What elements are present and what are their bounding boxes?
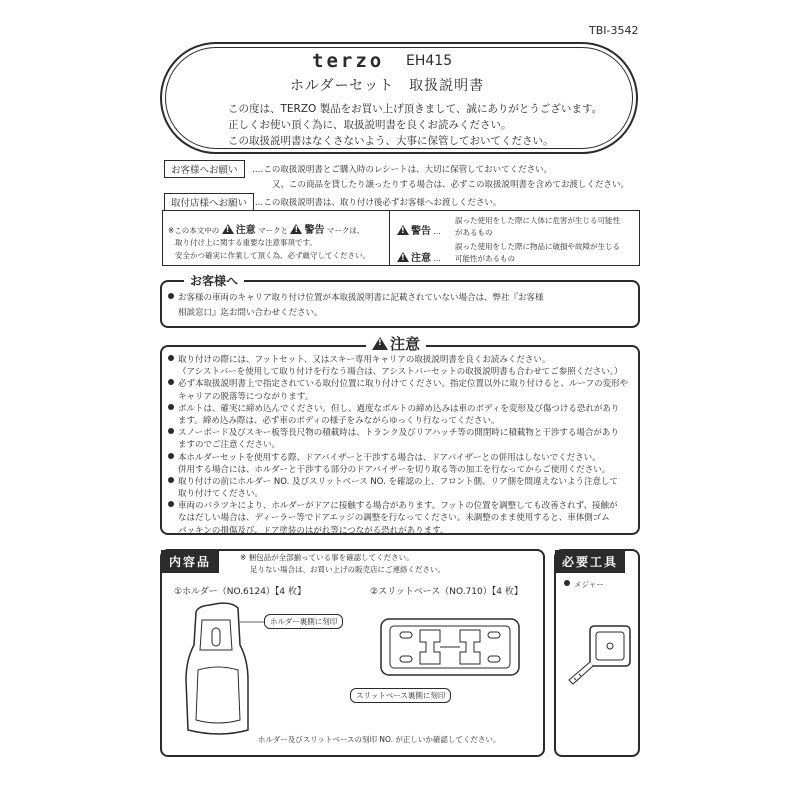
bullet-icon: [168, 477, 174, 483]
store-request-line: ‥‥この取扱説明書は、取り付け後必ずお客様へお渡しください。: [252, 198, 502, 208]
caution-item-text: ます。締め込み際は、必ず車のボディの様子をみながらゆっくり行なってください。: [178, 415, 500, 426]
store-request-tag: 取付店様へお願い: [164, 193, 254, 211]
holder-part-label: ①ホルダー（NO.6124）【4 枚】: [174, 587, 307, 597]
caution-item-line: [168, 378, 634, 390]
contents-footer-note: ホルダー及びスリットベースの刻印 NO. が正しいか確認してください。: [258, 735, 501, 744]
caution-item-line: [168, 403, 634, 415]
caution-legend-label: !注意 …: [397, 246, 441, 265]
legend-divider: [389, 210, 390, 266]
bullet-icon: [168, 501, 174, 507]
legend-left-line-3: 安全かつ確実に作業して頂く為、必ず厳守してください。: [175, 251, 370, 260]
tool-item-text: メジャー: [574, 580, 604, 589]
caution-item-text: 併用する場合には、ホルダーと干渉する部分のドアバイザーを切り取る等の加工を行なってからご使用ください。: [178, 464, 611, 475]
caution-item-line: [168, 488, 634, 500]
intro-line-1: この度は、TERZO 製品をお買い上げ頂きまして、誠にありがとうございます。: [228, 103, 603, 115]
customer-request-line-2: 又、この商品を貸したり譲ったりする場合は、必ずこの取扱説明書を含めてお渡しください。: [272, 180, 630, 190]
caution-big-triangle-icon: [372, 337, 388, 350]
bullet-icon: [168, 293, 174, 299]
legend-suffix: マークは、: [326, 226, 365, 235]
caution-item-text: （アシストバーを使用して取り付けを行なう場合は、アシストバーセットの取扱説明書も合わせてご参照ください。）: [178, 367, 623, 378]
caution-list: [168, 354, 634, 537]
caution-item-line: [168, 366, 634, 378]
caution-item-line: [168, 427, 634, 439]
caution-item-text: スノーボード及びスキー板等長尺物の積載時は、トランク及びリアハッチ等の開閉時に積載物と干渉する場合があり: [178, 428, 619, 439]
contents-note-1: ※ 梱包品が全部揃っている事を確認してください。: [240, 553, 414, 562]
model-number: EH415: [406, 53, 453, 69]
caution-desc-line-2: 可能性があるもの: [455, 254, 515, 263]
caution-desc-line-1: 誤った使用をした際に物品に破損や故障が生じる: [455, 242, 620, 251]
warning-triangle-icon: [397, 225, 409, 235]
caution-item-line: [168, 391, 634, 403]
warning-desc-line-2: があるもの: [455, 228, 493, 237]
warning-label-text: 警告: [411, 226, 431, 237]
caution-item-line: [168, 464, 634, 476]
to-customer-line-1: [168, 291, 544, 303]
caution-item-line: [168, 512, 634, 524]
legend-prefix: ※この本文中の: [168, 226, 220, 235]
caution-triangle-icon: [222, 224, 234, 234]
caution-item-text: 車両のバラツキにより、ホルダーがドアに接触する場合があります。フットの位置を調整しても改善されず、接触が: [178, 501, 618, 512]
to-customer-line-2: 相談窓口』迄お問い合わせください。: [178, 308, 323, 318]
warning-legend-label: !警告 …: [397, 219, 441, 238]
brand-logo: terzo: [312, 50, 385, 72]
holder-callout: ホルダー裏側に刻印: [264, 614, 343, 629]
intro-line-2: 正しくお使い頂く為に、取扱説明書を良くお読みください。: [228, 119, 512, 131]
caution-item-text: ボルトは、確実に締め込んでください。但し、過度なボルトの締め込みは車のボディを変形及び傷つける恐れがあり: [178, 403, 620, 414]
to-customer-title: お客様へ: [184, 272, 244, 289]
contents-label: 内容品: [161, 550, 219, 573]
caution-item-line: [168, 452, 634, 464]
intro-line-3: この取扱説明書はなくさないよう、大事に保管しておいてください。: [228, 135, 554, 147]
caution-label-text: 注意: [411, 253, 431, 264]
legend-left-line-2: 取り付け上に関する重要な注意事項です。: [175, 238, 317, 247]
caution-item-line: [168, 476, 634, 488]
document-title: ホルダーセット 取扱説明書: [290, 78, 485, 94]
caution-item-text: 本ホルダーセットを使用する際、ドアバイザーと干渉する場合は、ドアバイザーとの併用はしないでください。: [178, 452, 601, 463]
caution-item-text: なはだしい場合は、ディーラー等でドアエッジの調整を行なってください。未調整のまま使用すると、車体側ゴム: [178, 513, 610, 524]
caution-item-text: パッキンの損傷及び、ドア塗装のはがれ等につながる恐れがあります。: [178, 525, 449, 536]
caution-item-text: ますのでご注意ください。: [178, 440, 281, 451]
legend-caution-mark: 注意: [235, 225, 256, 236]
caution-item-line: [168, 439, 634, 451]
tool-item: [564, 579, 604, 590]
customer-request-tag: お客様へお願い: [164, 160, 245, 178]
caution-item-line: [168, 354, 634, 366]
tools-label: 必要工具: [555, 550, 625, 573]
warning-triangle-icon: [290, 224, 302, 234]
caution-item-text: 取り付けてください。: [178, 489, 264, 500]
bullet-icon: [564, 580, 570, 586]
warning-desc-line-1: 誤った使用をした際に人体に危害が生じる可能性: [455, 216, 620, 225]
bullet-icon: [168, 404, 174, 410]
caution-item-text: キャリアの脱落等につながります。: [178, 391, 314, 402]
document-code: TBI-3542: [589, 24, 639, 37]
caution-triangle-icon: [397, 252, 409, 262]
caution-item-line: [168, 415, 634, 427]
bullet-icon: [168, 453, 174, 459]
caution-item-text: 必ず本取扱説明書上で指定されている取付位置に取り付けてください。指定位置以外に取り付けると、ルーフの変形や: [178, 379, 629, 390]
bullet-icon: [168, 379, 174, 385]
legend-warning-mark: 警告: [304, 225, 325, 236]
slit-base-part-label: ②スリットベース（NO.710）【4 枚】: [370, 587, 523, 597]
slit-base-illustration: [380, 618, 520, 676]
contents-note-2: 足りない場合は、お買い上げの販売店にご連絡ください。: [250, 565, 445, 574]
caution-title-text: 注意: [390, 335, 421, 353]
slit-base-callout: スリットベース裏側に刻印: [350, 688, 451, 703]
caution-item-text: 取り付けの前にホルダー NO. 及びスリットベース NO. を確認の上、フロント側、リア側を間違えないよう注意して: [178, 476, 619, 487]
legend-connector: マークと: [258, 226, 289, 235]
caution-title: [366, 333, 426, 354]
caution-item-line: [168, 500, 634, 512]
tape-measure-icon: [565, 622, 635, 692]
caution-item-line: [168, 525, 634, 537]
customer-request-line-1: ‥‥この取扱説明書とご購入時のレシートは、大切に保管しておいてください。: [252, 165, 553, 175]
bullet-icon: [168, 428, 174, 434]
legend-left-line-1: [168, 221, 364, 236]
caution-item-text: 取り付けの際には、フットセット、又はスキー専用キャリアの取扱説明書を良くお読みください。: [178, 355, 551, 365]
to-customer-text-1: お客様の車両のキャリア取り付け位置が本取扱説明書に記載されていない場合は、弊社『お客様: [178, 293, 544, 303]
bullet-icon: [168, 355, 174, 361]
